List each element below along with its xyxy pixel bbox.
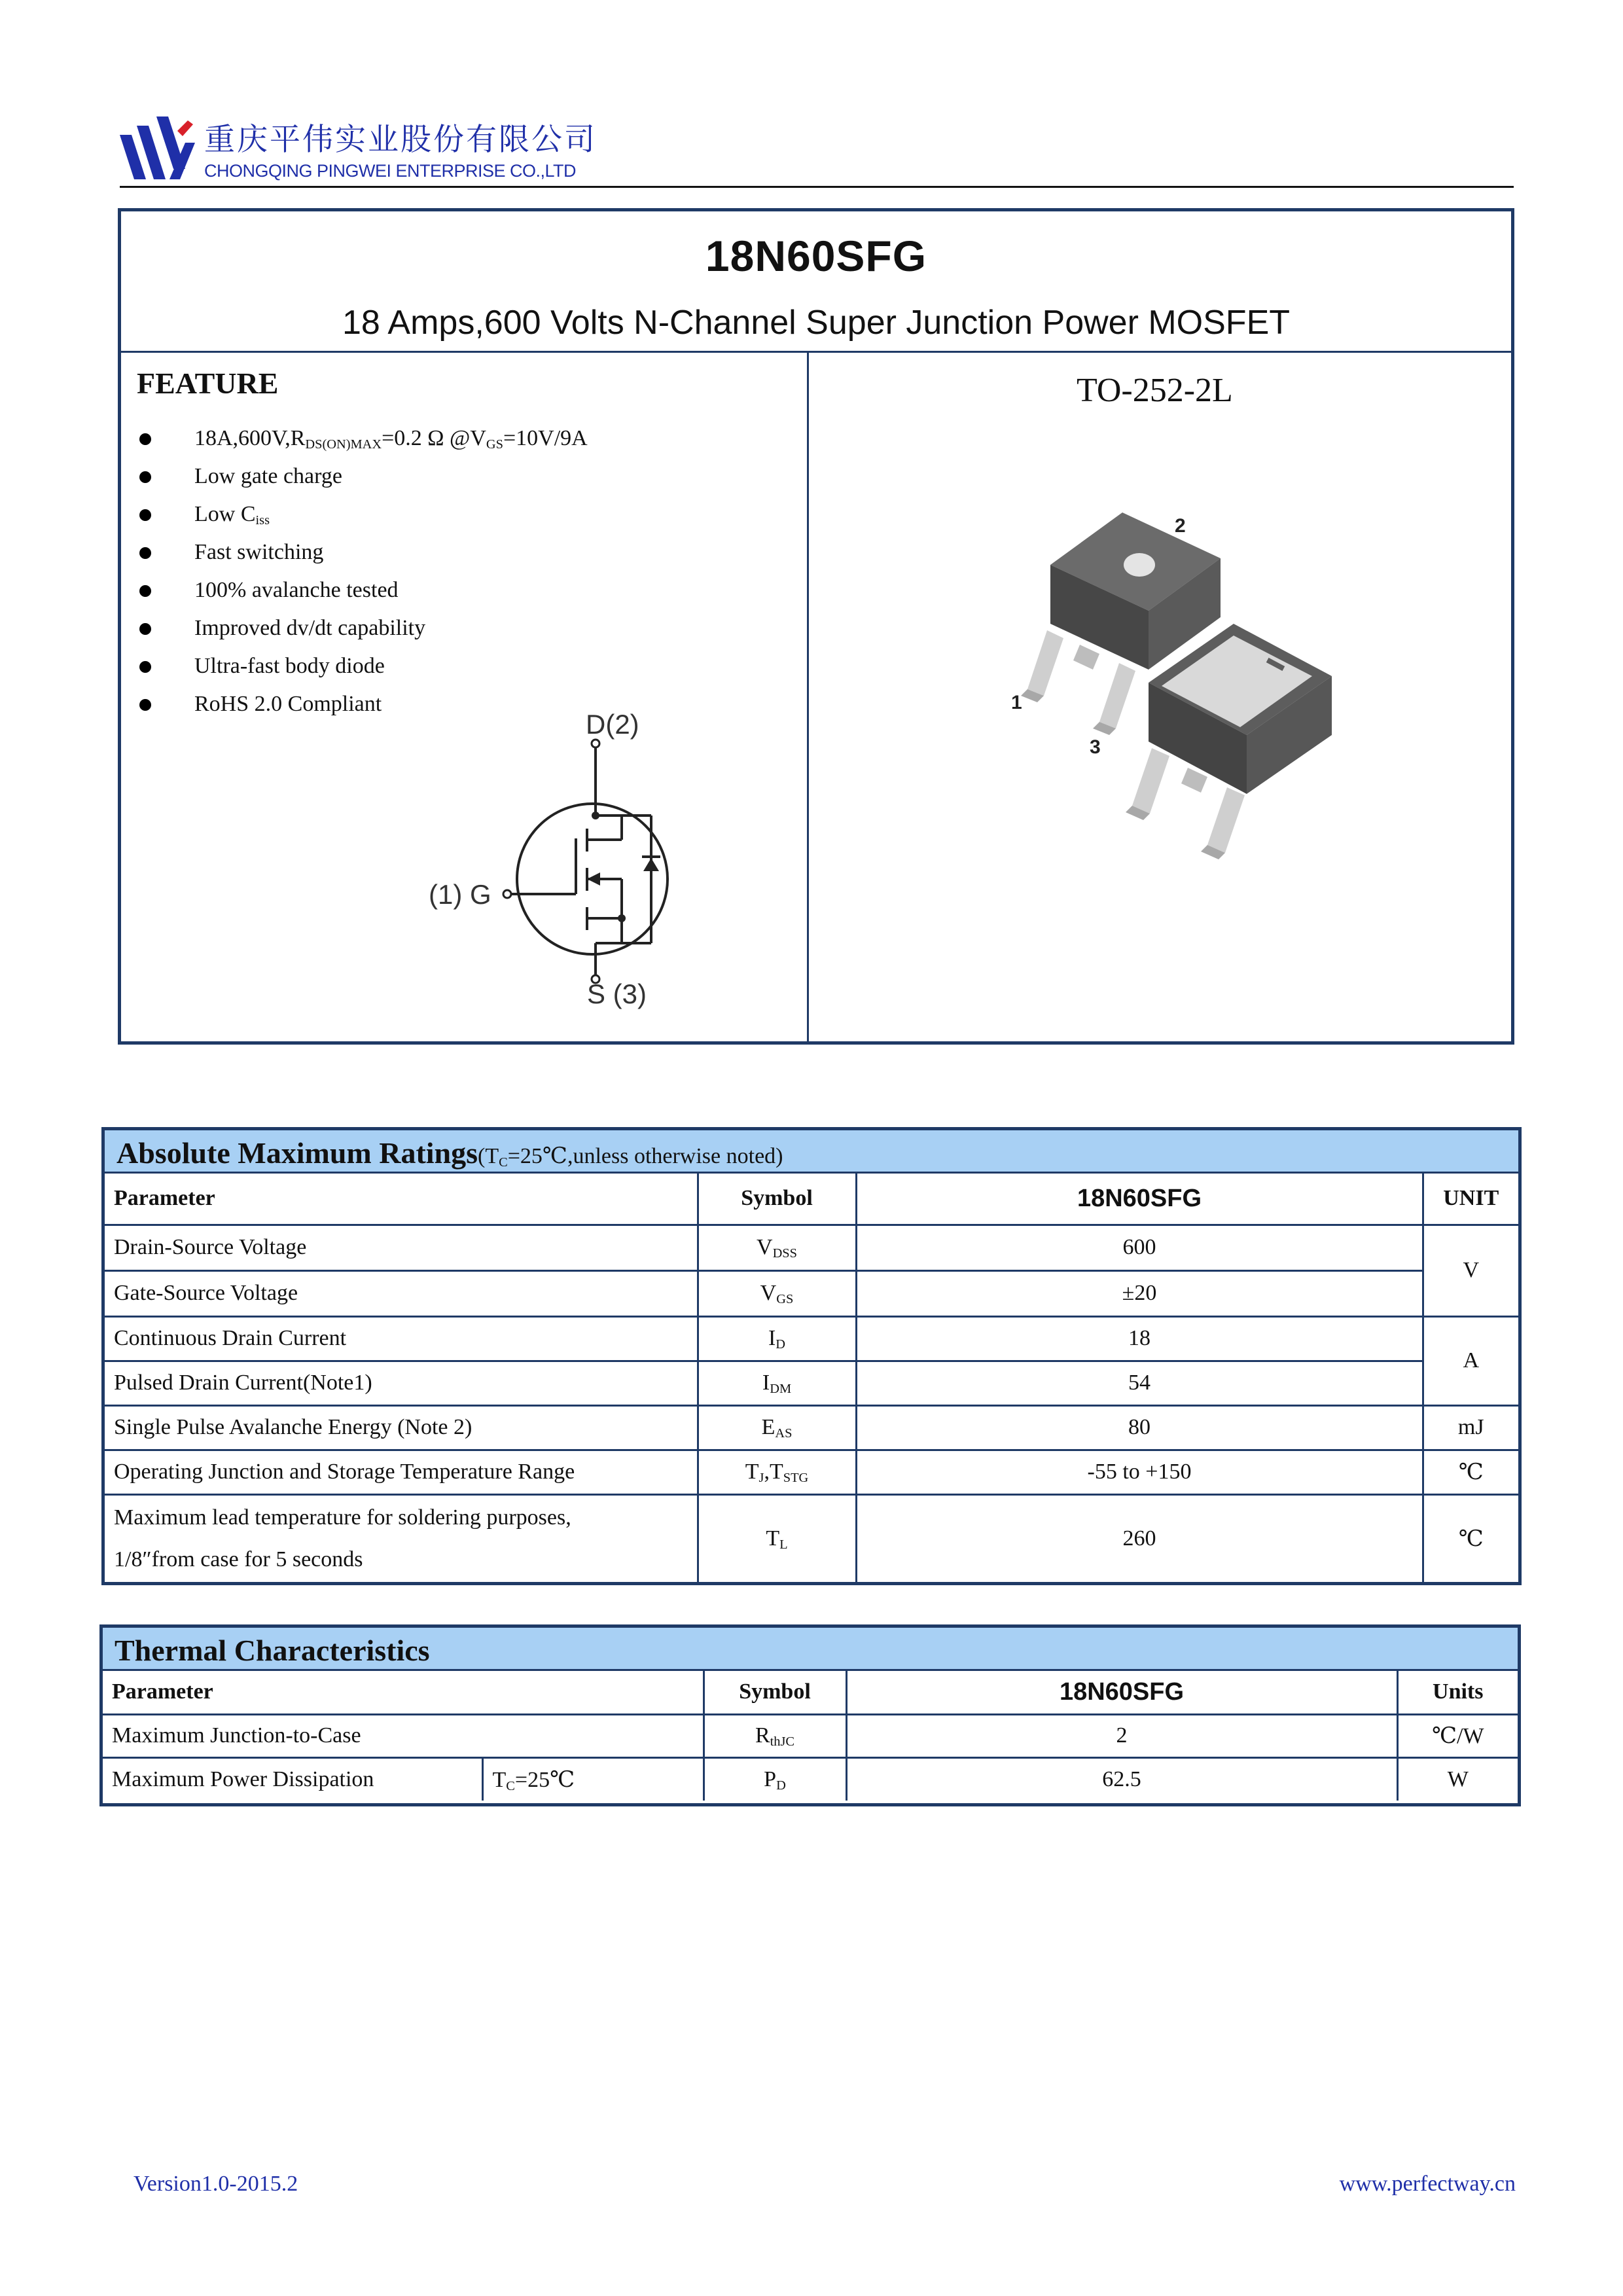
feature-list xyxy=(137,420,588,723)
feature-item: Improved dv/dt capability xyxy=(137,609,588,647)
unit-cell: A xyxy=(1423,1316,1518,1405)
table-row xyxy=(103,1714,1518,1757)
param-cell: Operating Junction and Storage Temperature Range xyxy=(105,1450,698,1494)
feature-item: Fast switching xyxy=(137,533,588,571)
value-cell: 260 xyxy=(856,1494,1423,1582)
param-line-2: 1/8″from case for 5 seconds xyxy=(114,1547,363,1571)
pin-3-label: 3 xyxy=(1090,736,1101,758)
package-image xyxy=(959,486,1417,944)
header-part-number: 18N60SFG xyxy=(846,1671,1397,1714)
param-cell: Maximum Junction-to-Case xyxy=(103,1714,704,1757)
param-cell: Drain-Source Voltage xyxy=(105,1225,698,1270)
param-cell: Single Pulse Avalanche Energy (Note 2) xyxy=(105,1405,698,1450)
footer-url[interactable]: www.perfectway.cn xyxy=(1339,2172,1516,2196)
thermal-grid xyxy=(103,1671,1518,1801)
table-row xyxy=(105,1450,1518,1494)
header-symbol: Symbol xyxy=(698,1174,856,1225)
thermal-title-bar xyxy=(103,1628,1518,1671)
box-divider-horizontal xyxy=(121,351,1511,353)
thermal-characteristics-table xyxy=(99,1624,1521,1806)
unit-cell: ℃/W xyxy=(1397,1714,1518,1757)
symbol-cell: $R_{thJC}$ xyxy=(704,1714,846,1757)
param-cell: Pulsed Drain Current(Note1) xyxy=(105,1361,698,1405)
param-cell: Maximum Power Dissipation xyxy=(103,1757,482,1801)
unit-cell: mJ xyxy=(1423,1405,1518,1450)
header-symbol: Symbol xyxy=(704,1671,846,1714)
pin-1-label: 1 xyxy=(1011,692,1022,713)
header-divider xyxy=(120,186,1514,188)
pin-2-label: 2 xyxy=(1175,515,1186,537)
drain-label: D(2) xyxy=(586,709,639,740)
absolute-max-grid xyxy=(105,1174,1518,1582)
unit-cell: ℃ xyxy=(1423,1450,1518,1494)
absolute-max-title-bar xyxy=(105,1130,1518,1174)
value-cell: 62.5 xyxy=(846,1757,1397,1801)
gate-label: (1) G xyxy=(429,879,491,910)
company-logo xyxy=(120,117,195,182)
value-cell: 2 xyxy=(846,1714,1397,1757)
footer-version: Version1.0-2015.2 xyxy=(134,2172,298,2196)
feature-item: RoHS 2.0 Compliant xyxy=(137,685,588,723)
param-cell xyxy=(105,1494,698,1582)
unit-cell: ℃ xyxy=(1423,1494,1518,1582)
symbol-cell: $I_D$ xyxy=(698,1316,856,1361)
company-name-cn: 重庆平伟实业股份有限公司 xyxy=(204,122,597,156)
feature-item: $18A,600V,R_{DS(ON)MAX}=0.2$ Ω $@V_{GS}=10V/9A$ xyxy=(137,420,588,457)
symbol-cell: $I_{DM}$ xyxy=(698,1361,856,1405)
source-label: S (3) xyxy=(587,978,647,1009)
absolute-max-ratings-table xyxy=(101,1127,1522,1585)
header-parameter: Parameter xyxy=(105,1174,698,1225)
table-header-row xyxy=(103,1671,1518,1714)
symbol-cell: $V_{DSS}$ xyxy=(698,1225,856,1270)
table-row xyxy=(103,1757,1518,1801)
symbol-cell: $T_J,T_{STG}$ xyxy=(698,1450,856,1494)
value-cell: 54 xyxy=(856,1361,1423,1405)
param-cell: Gate-Source Voltage xyxy=(105,1270,698,1316)
absolute-max-title: Absolute Maximum Ratings xyxy=(116,1136,478,1170)
symbol-cell: $E_{AS}$ xyxy=(698,1405,856,1450)
table-header-row xyxy=(105,1174,1518,1225)
symbol-cell: $V_{GS}$ xyxy=(698,1270,856,1316)
param-cell: Continuous Drain Current xyxy=(105,1316,698,1361)
mosfet-schematic-symbol xyxy=(429,708,743,1009)
table-row xyxy=(105,1316,1518,1361)
thermal-title: Thermal Characteristics xyxy=(115,1634,430,1667)
header-parameter: Parameter xyxy=(103,1671,704,1714)
unit-cell: W xyxy=(1397,1757,1518,1801)
table-row xyxy=(105,1405,1518,1450)
value-cell: ±20 xyxy=(856,1270,1423,1316)
feature-item: Ultra-fast body diode xyxy=(137,647,588,685)
absolute-max-condition: ($T_C=25℃,unless$ otherwise noted) xyxy=(478,1144,783,1170)
product-overview-box xyxy=(118,208,1514,1045)
symbol-cell: $T_L$ xyxy=(698,1494,856,1582)
table-row xyxy=(105,1494,1518,1582)
box-divider-vertical xyxy=(807,351,809,1041)
value-cell: 600 xyxy=(856,1225,1423,1270)
table-row xyxy=(105,1361,1518,1405)
feature-heading: FEATURE xyxy=(137,367,279,400)
feature-item: 100% avalanche tested xyxy=(137,571,588,609)
header-part-number: 18N60SFG xyxy=(856,1174,1423,1225)
feature-item: Low $C_{iss}$ xyxy=(137,495,588,533)
condition-cell: $T_C=25℃$ xyxy=(482,1757,704,1801)
table-row xyxy=(105,1270,1518,1316)
part-number-title: 18N60SFG xyxy=(705,232,927,280)
header-unit: Units xyxy=(1397,1671,1518,1714)
package-name: TO-252-2L xyxy=(1077,372,1233,409)
param-line-1: Maximum lead temperature for soldering purposes, xyxy=(114,1505,571,1530)
feature-item: Low gate charge xyxy=(137,457,588,495)
value-cell: -55 to +150 xyxy=(856,1450,1423,1494)
unit-cell: V xyxy=(1423,1225,1518,1316)
table-row xyxy=(105,1225,1518,1270)
part-description: 18 Amps,600 Volts N-Channel Super Junction Power MOSFET xyxy=(342,304,1291,342)
symbol-cell: $P_D$ xyxy=(704,1757,846,1801)
company-name-en: CHONGQING PINGWEI ENTERPRISE CO.,LTD xyxy=(204,161,577,181)
value-cell: 18 xyxy=(856,1316,1423,1361)
header-unit: UNIT xyxy=(1423,1174,1518,1225)
value-cell: 80 xyxy=(856,1405,1423,1450)
